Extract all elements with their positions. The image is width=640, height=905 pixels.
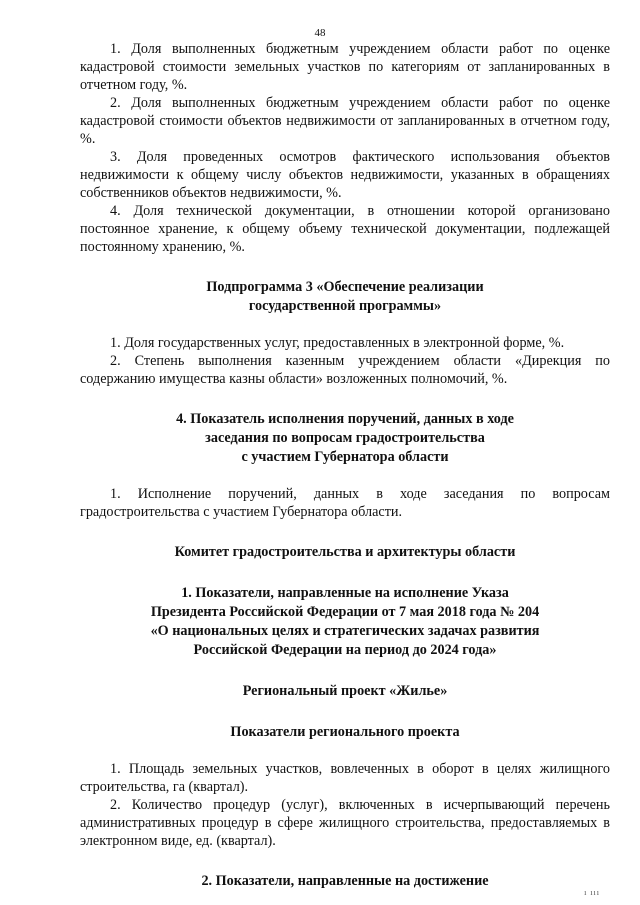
paragraph-item: 4. Доля технической документации, в отношении которой организовано постоянное хранение, к общему объему технической документации, подлежащей постоянному хранению, %. <box>80 203 610 255</box>
regional-project-heading: Региональный проект «Жилье» <box>242 683 448 699</box>
paragraph-item: 1. Исполнение поручений, данных в ходе заседания по вопросам градостроительства с участием Губернатора области. <box>80 486 610 520</box>
page-number: 48 <box>314 27 326 39</box>
heading-line: государственной программы» <box>248 298 442 314</box>
heading-line: заседания по вопросам градостроительства <box>205 430 485 446</box>
paragraph-item: 1. Доля выполненных бюджетным учреждением области работ по оценке кадастровой стоимости земельных участков по категориям от запланированных в отчетном году, %. <box>80 41 610 93</box>
heading-line: Российской Федерации на период до 2024 года» <box>193 642 497 658</box>
section4-heading <box>80 410 610 467</box>
paragraph-item: 1. Доля государственных услуг, предоставленных в электронной форме, %. <box>110 335 565 351</box>
indicators-heading: Показатели регионального проекта <box>230 724 460 740</box>
heading-line: 4. Показатель исполнения поручений, данных в ходе <box>176 411 514 427</box>
heading-line: «О национальных целях и стратегических задачах развития <box>150 623 540 639</box>
scan-mark: ı ııı <box>584 888 600 897</box>
heading-line: с участием Губернатора области <box>241 449 449 465</box>
heading-line: 1. Показатели, направленные на исполнение Указа <box>181 585 509 601</box>
committee-heading: Комитет градостроительства и архитектуры области <box>174 544 516 560</box>
document-body <box>80 40 610 891</box>
paragraph-item: 1. Площадь земельных участков, вовлеченных в оборот в целях жилищного строительства, га (квартал). <box>80 761 610 795</box>
paragraph-item: 2. Степень выполнения казенным учреждением области «Дирекция по содержанию имущества казны области» возложенных полномочий, %. <box>80 353 610 387</box>
heading-line: Подпрограмма 3 «Обеспечение реализации <box>206 279 484 295</box>
decree-heading <box>80 584 610 660</box>
subprogram3-heading <box>80 278 610 316</box>
paragraph-item: 2. Количество процедур (услуг), включенных в исчерпывающий перечень административных процедур в сфере жилищного строительства, предоставляемых в электронном виде, ед. (квартал). <box>80 797 610 849</box>
heading-line: Президента Российской Федерации от 7 мая 2018 года № 204 <box>150 604 540 620</box>
paragraph-item: 2. Доля выполненных бюджетным учреждением области работ по оценке кадастровой стоимости объектов недвижимости от запланированных в отчетном году, %. <box>80 95 610 147</box>
paragraph-item: 3. Доля проведенных осмотров фактического использования объектов недвижимости к общему числу объектов недвижимости, указанных в обращениях собственников объектов недвижимости, %. <box>80 149 610 201</box>
section2-heading: 2. Показатели, направленные на достижение <box>201 873 489 889</box>
